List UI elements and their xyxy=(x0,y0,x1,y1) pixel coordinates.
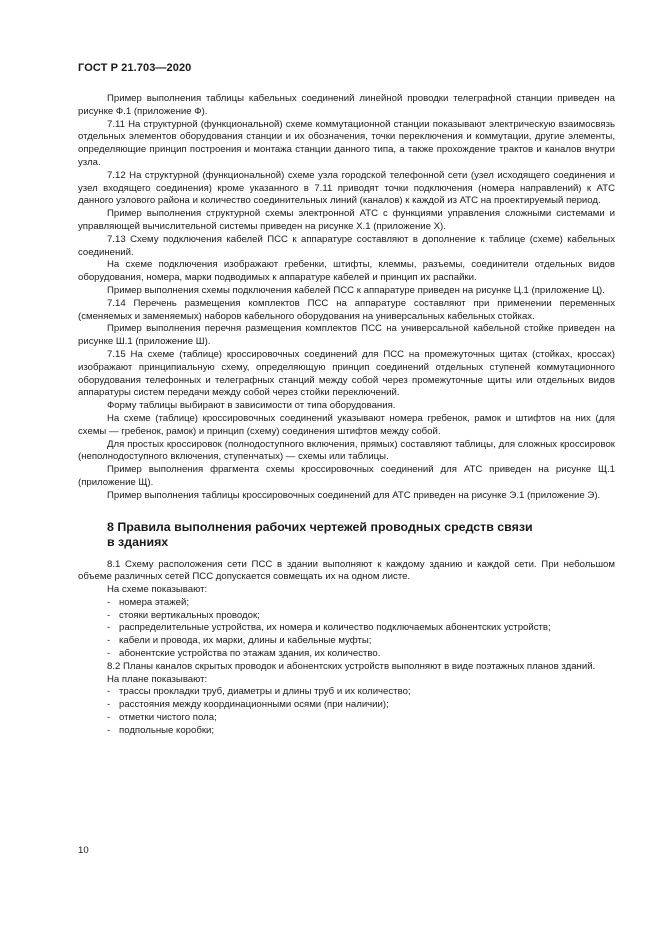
paragraph: На схеме подключения изображают гребенки, штифты, клеммы, разъемы, соединители отдельных видов оборудования, номера, марки подводимых к аппаратуре кабелей и принцип их распайки. xyxy=(78,259,615,284)
list-item: - абонентские устройства по этажам здания, их количество. xyxy=(107,648,381,660)
plan-list-intro: На плане показывают: xyxy=(107,673,208,685)
document-body xyxy=(78,93,615,738)
list-item: - номера этажей; xyxy=(107,596,189,608)
paragraph: Для простых кроссировок (полнодоступного включения, прямых) составляют таблицы, для сложных кроссировок (неполнодоступного включения, ступенчатых) — схемы или таблицы. xyxy=(78,438,615,463)
section-title-line-2: в зданиях xyxy=(107,534,169,549)
list-item: - стояки вертикальных проводок; xyxy=(107,609,260,621)
list-dash: - xyxy=(107,648,111,660)
paragraph-7-13: 7.13 Схему подключения кабелей ПСС к аппаратуре составляют в дополнение к таблице (схеме) кабельных соединений. xyxy=(78,233,615,258)
list-item: - подпольные коробки; xyxy=(107,724,215,736)
list-dash: - xyxy=(107,609,111,621)
list-dash: - xyxy=(107,686,111,698)
list-item: - распределительные устройства, их номера и количество подключаемых абонентских устройств; xyxy=(107,622,551,634)
paragraph: Пример выполнения таблицы кроссировочных соединений для АТС приведен на рисунке Э.1 (приложение Э). xyxy=(107,489,601,501)
paragraph: Пример выполнения структурной схемы электронной АТС с функциями управления сложными системами и управляющей вычислительной системы приведен на рисунке Х.1 (приложение Х). xyxy=(78,208,615,232)
paragraph: Пример выполнения схемы подключения кабелей ПСС к аппаратуре приведен на рисунке Ц.1 (приложение Ц). xyxy=(107,284,605,296)
paragraph: Пример выполнения перечня размещения комплектов ПСС на универсальной кабельной стойке приведен на рисунке Ш.1 (приложение Ш). xyxy=(78,323,615,348)
list-item: - трассы прокладки труб, диаметры и длины труб и их количество; xyxy=(107,686,411,698)
list-item: - отметки чистого пола; xyxy=(107,712,217,724)
paragraph-7-12: 7.12 На структурной (функциональной) схеме узла городской телефонной сети (узел исходящего соединения и узел входящего соединения) кроме указанного в 7.11 приводят точки подключения (номера направлений) к АТС данного узлового района и количество соединительных линий (каналов) к каждой из АТС на проектируемый период. xyxy=(78,169,615,207)
section-8-title xyxy=(78,520,615,550)
paragraph: Пример выполнения таблицы кабельных соединений линейной проводки телеграфной станции приведен на рисунке Ф.1 (приложение Ф). xyxy=(78,93,615,117)
document-code-header: ГОСТ Р 21.703—2020 xyxy=(78,62,192,74)
paragraph-7-15: 7.15 На схеме (таблице) кроссировочных соединений для ПСС на промежуточных щитах (стойках, кроссах) изображают принципиальную схему, определяющую принцип соединений отдельных ступеней коммутационного оборудования телефонных и телеграфных станций между собой через промежуточные щиты или отдельных видов аппаратуры систем передачи между собой через стойки переключений. xyxy=(78,348,615,399)
list-dash: - xyxy=(107,596,111,608)
list-dash: - xyxy=(107,712,111,724)
paragraph: Пример выполнения фрагмента схемы кроссировочных соединений для АТС приведен на рисунке Щ.1 (приложение Щ). xyxy=(78,464,615,488)
list-dash: - xyxy=(107,724,111,736)
list-item: - расстояния между координационными осями (при наличии); xyxy=(107,699,389,711)
list-item: - кабели и провода, их марки, длины и кабельные муфты; xyxy=(107,635,372,647)
paragraph-8-2: 8.2 Планы каналов скрытых проводок и абонентских устройств выполняют в виде поэтажных планов зданий. xyxy=(107,660,596,672)
paragraph-7-14: 7.14 Перечень размещения комплектов ПСС на аппаратуре составляют при применении переменных (сменяемых и заменяемых) наборов кабельного оборудования на универсальных кабельных стойках. xyxy=(78,297,615,322)
list-dash: - xyxy=(107,622,111,634)
scheme-list-intro: На схеме показывают: xyxy=(107,584,208,596)
list-dash: - xyxy=(107,699,111,711)
list-dash: - xyxy=(107,635,111,647)
paragraph: Форму таблицы выбирают в зависимости от типа оборудования. xyxy=(107,400,396,412)
page-number: 10 xyxy=(78,845,89,856)
paragraph: На схеме (таблице) кроссировочных соединений указывают номера гребенок, рамок и штифтов на них (для схемы — гребенок, рамок) и принцип (схему) соединения штифтов между собой. xyxy=(78,412,615,437)
paragraph-7-11: 7.11 На структурной (функциональной) схеме коммутационной станции показывают электрическую взаимосвязь отдельных элементов оборудования станции и их обозначения, точки переключения и коммутации, другие элементы, определяющие принцип построения и монтажа станции данного типа, а также прохождение трактов и каналов внутри узла. xyxy=(78,118,615,168)
section-title-line-1: 8 Правила выполнения рабочих чертежей проводных средств связи xyxy=(107,519,533,534)
paragraph-8-1: 8.1 Схему расположения сети ПСС в здании выполняют к каждому зданию и каждой сети. При небольшом объеме различных сетей ПСС допускается совмещать их на одном листе. xyxy=(78,558,615,583)
